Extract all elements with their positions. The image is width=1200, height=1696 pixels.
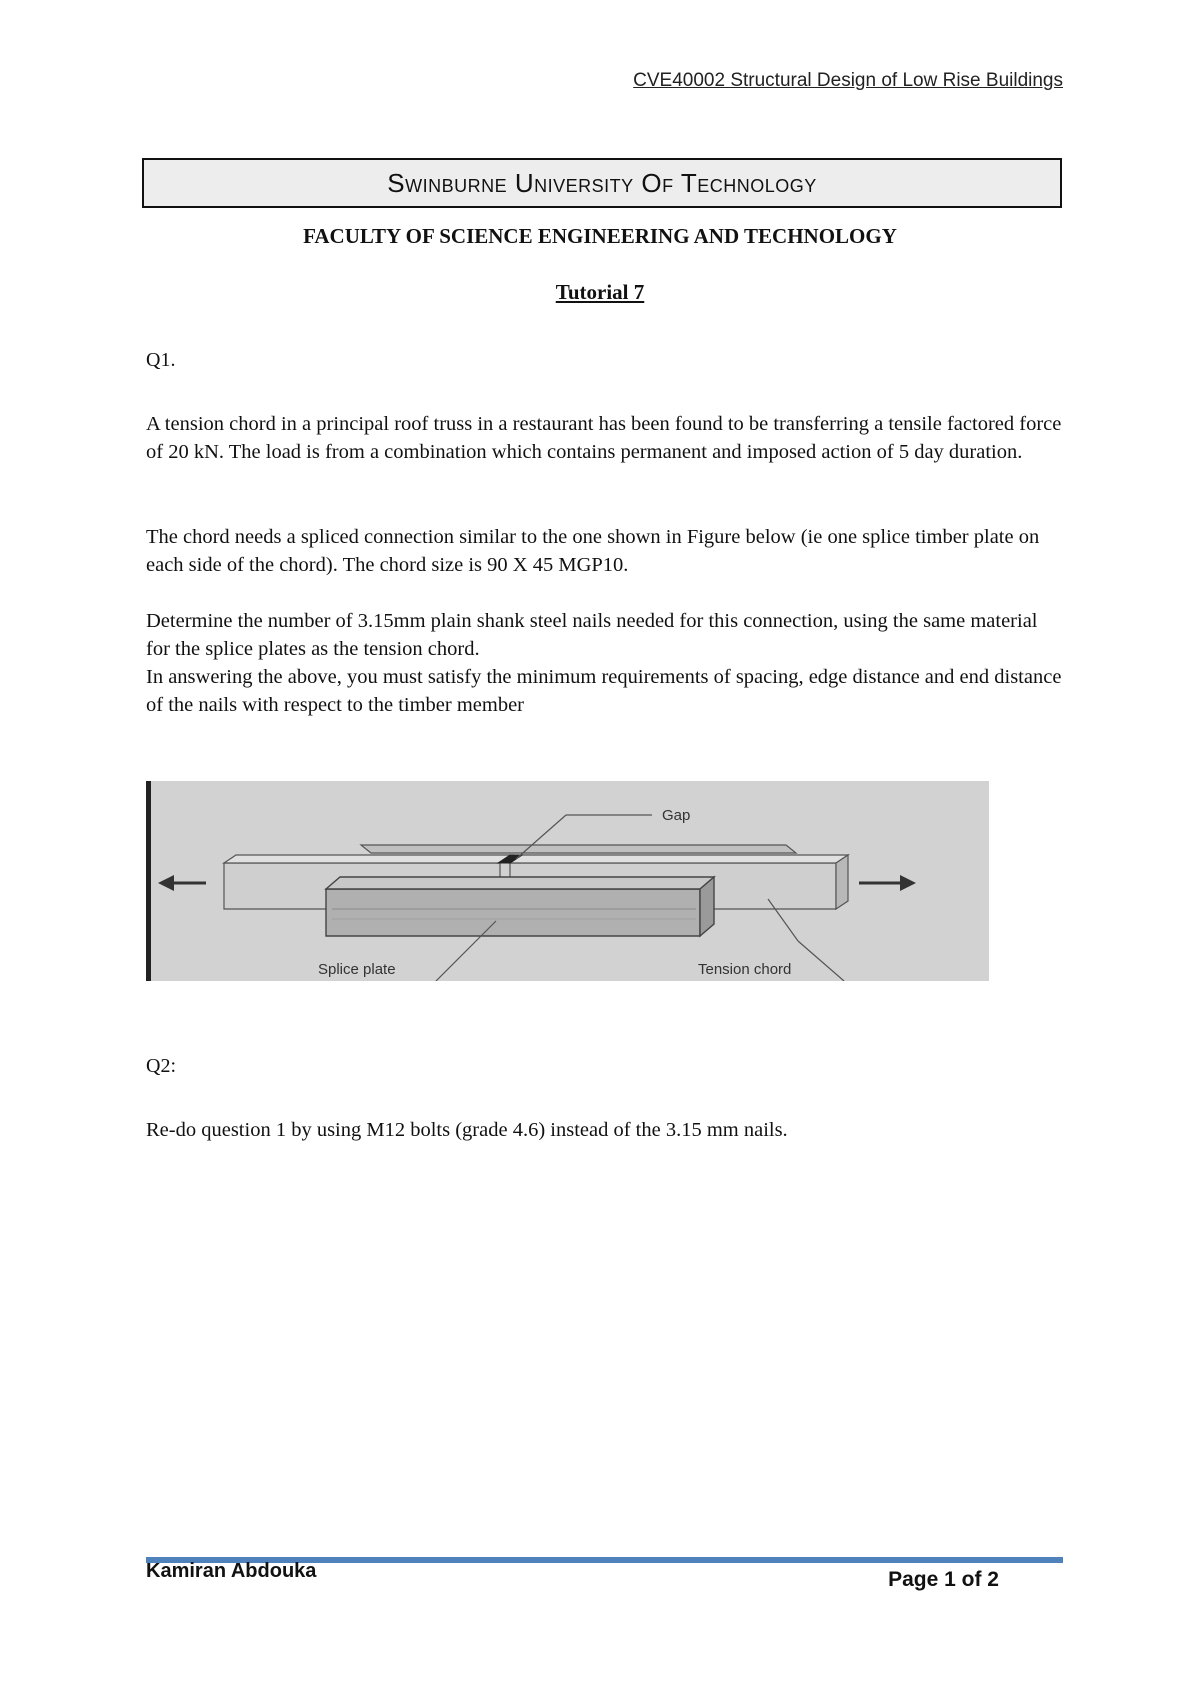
course-header: CVE40002 Structural Design of Low Rise Buildings — [633, 70, 1063, 91]
q1-paragraph-3: Determine the number of 3.15mm plain shank steel nails needed for this connection, using the same material for the splice plates as the tension chord. — [146, 610, 1038, 660]
q1-paragraph-2: The chord needs a spliced connection similar to the one shown in Figure below (ie one splice timber plate on each side of the chord). The chord size is 90 X 45 MGP10. — [146, 526, 1040, 576]
university-banner — [142, 158, 1062, 208]
splice-diagram — [146, 781, 989, 981]
university-name: Swinburne University Of Technology — [387, 167, 817, 198]
splice-connection-figure — [146, 781, 989, 981]
faculty-title: FACULTY OF SCIENCE ENGINEERING AND TECHNOLOGY — [303, 224, 897, 248]
footer-author: Kamiran Abdouka — [146, 1560, 317, 1582]
q1-paragraph-4: In answering the above, you must satisfy the minimum requirements of spacing, edge distance and end distance of the nails with respect to the timber member — [146, 666, 1062, 716]
page-number: Page 1 of 2 — [888, 1568, 999, 1591]
tutorial-title: Tutorial 7 — [555, 280, 645, 304]
splice-plate-label: Splice plate — [318, 961, 396, 978]
q2-text: Re-do question 1 by using M12 bolts (grade 4.6) instead of the 3.15 mm nails. — [146, 1119, 788, 1141]
q1-label: Q1. — [146, 349, 176, 371]
tension-chord-label: Tension chord — [698, 961, 792, 978]
gap-label: Gap — [662, 807, 691, 824]
q2-label: Q2: — [146, 1055, 176, 1077]
q1-paragraph-1: A tension chord in a principal roof truss in a restaurant has been found to be transferring a tensile factored force of 20 kN. The load is from a combination which contains permanent and imposed action of 5 day duration. — [146, 413, 1062, 463]
